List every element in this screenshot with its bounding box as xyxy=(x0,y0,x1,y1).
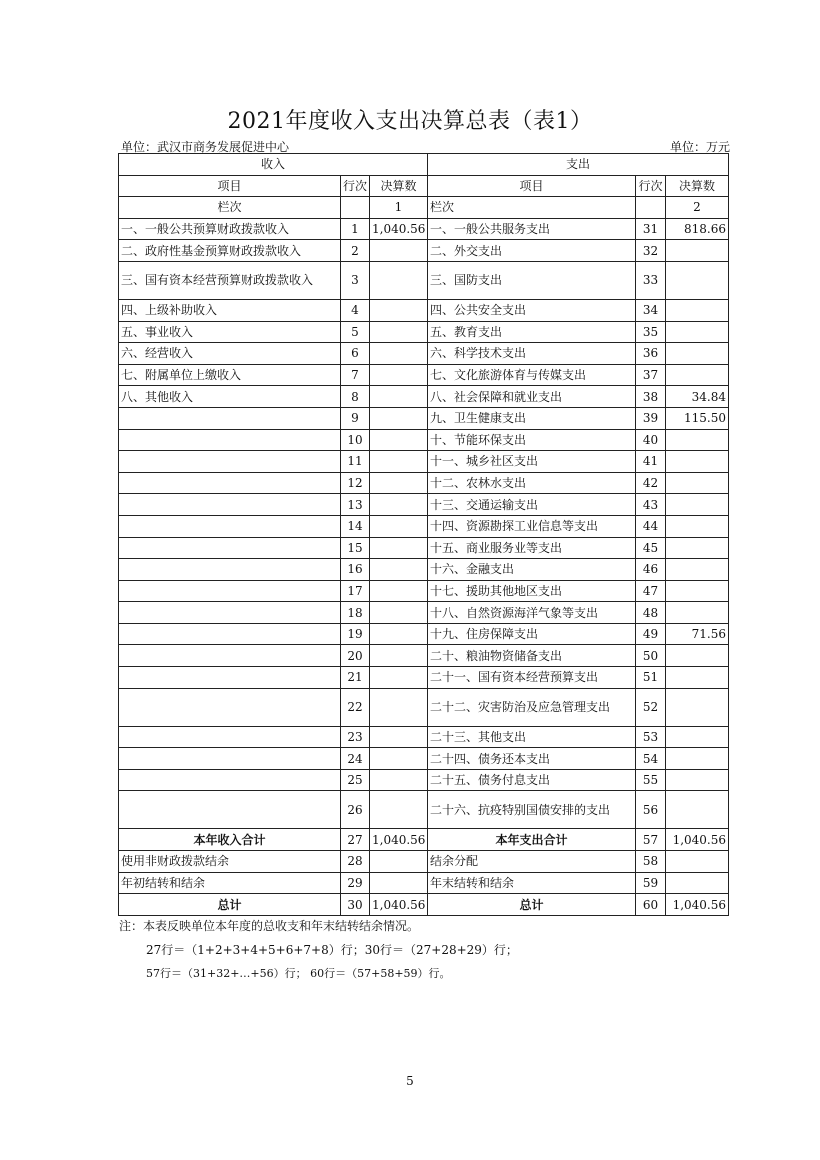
income-line-cell: 4 xyxy=(341,299,370,321)
expense-item-cell: 十四、资源勘探工业信息等支出 xyxy=(428,515,636,537)
expense-amount-cell xyxy=(666,580,729,602)
expense-item-cell: 十七、援助其他地区支出 xyxy=(428,580,636,602)
table-row xyxy=(119,218,729,240)
expense-item-cell: 二十六、抗疫特别国债安排的支出 xyxy=(428,791,636,829)
expense-item-cell: 七、文化旅游体育与传媒支出 xyxy=(428,364,636,386)
income-line-cell: 21 xyxy=(341,667,370,689)
income-amount-cell xyxy=(370,580,428,602)
income-column-number: 1 xyxy=(370,197,428,219)
table-row xyxy=(119,602,729,624)
table-row xyxy=(119,261,729,299)
income-line-cell: 18 xyxy=(341,602,370,624)
table-row xyxy=(119,321,729,343)
income-amount-cell xyxy=(370,451,428,473)
expense-item-cell: 十三、交通运输支出 xyxy=(428,494,636,516)
expense-item-cell: 二十一、国有资本经营预算支出 xyxy=(428,667,636,689)
expense-column-label: 栏次 xyxy=(428,197,636,219)
expense-line-cell: 38 xyxy=(636,386,666,408)
expense-item-cell: 五、教育支出 xyxy=(428,321,636,343)
table-row xyxy=(119,667,729,689)
income-item-cell xyxy=(119,667,341,689)
expense-item-cell: 总计 xyxy=(428,894,636,916)
expense-amount-cell: 34.84 xyxy=(666,386,729,408)
expense-amount-cell xyxy=(666,688,729,726)
income-item-cell xyxy=(119,515,341,537)
expense-section-header: 支出 xyxy=(428,154,729,176)
income-line-cell: 17 xyxy=(341,580,370,602)
income-line-cell: 9 xyxy=(341,407,370,429)
income-amount-cell xyxy=(370,623,428,645)
table-row xyxy=(119,386,729,408)
income-item-cell xyxy=(119,559,341,581)
expense-item-cell: 十六、金融支出 xyxy=(428,559,636,581)
income-item-cell: 六、经营收入 xyxy=(119,343,341,365)
expense-item-cell: 十一、城乡社区支出 xyxy=(428,451,636,473)
expense-line-cell: 42 xyxy=(636,472,666,494)
expense-amount-cell xyxy=(666,429,729,451)
income-amount-cell xyxy=(370,429,428,451)
expense-item-cell: 二十五、债务付息支出 xyxy=(428,769,636,791)
unit-measure: 单位：万元 xyxy=(669,140,730,154)
income-amount-cell xyxy=(370,343,428,365)
income-item-cell: 一、一般公共预算财政拨款收入 xyxy=(119,218,341,240)
expense-column-line xyxy=(636,197,666,219)
income-item-cell xyxy=(119,451,341,473)
expense-item-cell: 十、节能环保支出 xyxy=(428,429,636,451)
expense-amount-header: 决算数 xyxy=(666,175,729,197)
expense-line-cell: 36 xyxy=(636,343,666,365)
note-line: 27行＝（1+2+3+4+5+6+7+8）行；30行＝（27+28+29）行； xyxy=(146,943,518,957)
income-amount-cell xyxy=(370,769,428,791)
table-row xyxy=(119,791,729,829)
income-line-cell: 23 xyxy=(341,726,370,748)
table-row xyxy=(119,829,729,851)
income-line-cell: 11 xyxy=(341,451,370,473)
table-row xyxy=(119,688,729,726)
table-row xyxy=(119,769,729,791)
income-line-cell: 3 xyxy=(341,261,370,299)
income-line-cell: 30 xyxy=(341,894,370,916)
column-header-row xyxy=(119,175,729,197)
income-amount-cell xyxy=(370,472,428,494)
expense-line-cell: 45 xyxy=(636,537,666,559)
income-item-cell xyxy=(119,688,341,726)
income-amount-cell xyxy=(370,726,428,748)
table-row xyxy=(119,748,729,770)
table-row xyxy=(119,894,729,916)
expense-amount-cell xyxy=(666,748,729,770)
income-line-cell: 14 xyxy=(341,515,370,537)
table-row xyxy=(119,494,729,516)
income-amount-cell xyxy=(370,688,428,726)
expense-item-cell: 二十、粮油物资储备支出 xyxy=(428,645,636,667)
income-line-cell: 1 xyxy=(341,218,370,240)
table-row xyxy=(119,580,729,602)
table-row xyxy=(119,364,729,386)
expense-item-cell: 六、科学技术支出 xyxy=(428,343,636,365)
expense-item-cell: 二十四、债务还本支出 xyxy=(428,748,636,770)
expense-line-cell: 47 xyxy=(636,580,666,602)
income-item-cell xyxy=(119,580,341,602)
expense-line-cell: 56 xyxy=(636,791,666,829)
expense-item-cell: 年末结转和结余 xyxy=(428,872,636,894)
income-line-header: 行次 xyxy=(341,175,370,197)
income-line-cell: 25 xyxy=(341,769,370,791)
note-line: 注：本表反映单位本年度的总收支和年末结转结余情况。 xyxy=(119,919,420,933)
income-column-label: 栏次 xyxy=(119,197,341,219)
expense-line-cell: 57 xyxy=(636,829,666,851)
income-amount-cell: 1,040.56 xyxy=(370,218,428,240)
expense-line-cell: 43 xyxy=(636,494,666,516)
page-number: 5 xyxy=(406,1074,414,1088)
expense-line-cell: 55 xyxy=(636,769,666,791)
expense-column-number: 2 xyxy=(666,197,729,219)
income-amount-cell xyxy=(370,261,428,299)
income-line-cell: 5 xyxy=(341,321,370,343)
income-item-cell xyxy=(119,623,341,645)
expense-amount-cell xyxy=(666,364,729,386)
expense-item-cell: 二十三、其他支出 xyxy=(428,726,636,748)
table-row xyxy=(119,472,729,494)
table-row xyxy=(119,515,729,537)
expense-line-cell: 40 xyxy=(636,429,666,451)
expense-item-cell: 四、公共安全支出 xyxy=(428,299,636,321)
expense-amount-cell: 71.56 xyxy=(666,623,729,645)
table-row xyxy=(119,623,729,645)
income-line-cell: 6 xyxy=(341,343,370,365)
expense-item-header: 项目 xyxy=(428,175,636,197)
income-column-line xyxy=(341,197,370,219)
income-item-cell: 四、上级补助收入 xyxy=(119,299,341,321)
expense-line-cell: 58 xyxy=(636,851,666,873)
income-item-cell: 二、政府性基金预算财政拨款收入 xyxy=(119,240,341,262)
income-amount-cell xyxy=(370,667,428,689)
expense-line-cell: 37 xyxy=(636,364,666,386)
expense-amount-cell: 818.66 xyxy=(666,218,729,240)
expense-amount-cell xyxy=(666,515,729,537)
income-item-cell xyxy=(119,537,341,559)
expense-item-cell: 本年支出合计 xyxy=(428,829,636,851)
income-item-cell: 本年收入合计 xyxy=(119,829,341,851)
expense-amount-cell xyxy=(666,299,729,321)
expense-line-cell: 52 xyxy=(636,688,666,726)
income-item-cell xyxy=(119,602,341,624)
income-item-cell: 五、事业收入 xyxy=(119,321,341,343)
expense-line-cell: 59 xyxy=(636,872,666,894)
expense-item-cell: 九、卫生健康支出 xyxy=(428,407,636,429)
income-item-cell: 三、国有资本经营预算财政拨款收入 xyxy=(119,261,341,299)
page-title: 2021年度收入支出决算总表（表1） xyxy=(227,109,593,134)
table-row xyxy=(119,726,729,748)
expense-line-cell: 54 xyxy=(636,748,666,770)
income-amount-cell: 1,040.56 xyxy=(370,829,428,851)
income-line-cell: 26 xyxy=(341,791,370,829)
income-item-cell: 总计 xyxy=(119,894,341,916)
expense-item-cell: 八、社会保障和就业支出 xyxy=(428,386,636,408)
table-row xyxy=(119,451,729,473)
expense-line-header: 行次 xyxy=(636,175,666,197)
expense-amount-cell xyxy=(666,537,729,559)
expense-line-cell: 35 xyxy=(636,321,666,343)
income-amount-cell xyxy=(370,515,428,537)
expense-item-cell: 一、一般公共服务支出 xyxy=(428,218,636,240)
expense-amount-cell xyxy=(666,602,729,624)
expense-line-cell: 41 xyxy=(636,451,666,473)
table-row xyxy=(119,429,729,451)
income-line-cell: 16 xyxy=(341,559,370,581)
income-line-cell: 12 xyxy=(341,472,370,494)
expense-line-cell: 33 xyxy=(636,261,666,299)
income-item-cell xyxy=(119,472,341,494)
income-line-cell: 24 xyxy=(341,748,370,770)
table-row xyxy=(119,407,729,429)
table-row xyxy=(119,559,729,581)
income-amount-cell xyxy=(370,407,428,429)
income-item-cell: 年初结转和结余 xyxy=(119,872,341,894)
income-amount-cell xyxy=(370,851,428,873)
income-line-cell: 13 xyxy=(341,494,370,516)
expense-item-cell: 十九、住房保障支出 xyxy=(428,623,636,645)
income-line-cell: 8 xyxy=(341,386,370,408)
table-row xyxy=(119,240,729,262)
expense-line-cell: 46 xyxy=(636,559,666,581)
income-item-header: 项目 xyxy=(119,175,341,197)
expense-amount-cell xyxy=(666,240,729,262)
expense-item-cell: 结余分配 xyxy=(428,851,636,873)
expense-amount-cell xyxy=(666,451,729,473)
income-item-cell xyxy=(119,645,341,667)
income-line-cell: 28 xyxy=(341,851,370,873)
expense-item-cell: 十八、自然资源海洋气象等支出 xyxy=(428,602,636,624)
expense-amount-cell xyxy=(666,321,729,343)
income-amount-header: 决算数 xyxy=(370,175,428,197)
income-item-cell xyxy=(119,429,341,451)
income-line-cell: 20 xyxy=(341,645,370,667)
table-row xyxy=(119,851,729,873)
expense-item-cell: 十五、商业服务业等支出 xyxy=(428,537,636,559)
expense-line-cell: 34 xyxy=(636,299,666,321)
expense-item-cell: 三、国防支出 xyxy=(428,261,636,299)
expense-line-cell: 51 xyxy=(636,667,666,689)
expense-item-cell: 二、外交支出 xyxy=(428,240,636,262)
expense-amount-cell xyxy=(666,343,729,365)
income-amount-cell xyxy=(370,299,428,321)
income-line-cell: 2 xyxy=(341,240,370,262)
income-amount-cell xyxy=(370,872,428,894)
expense-item-cell: 二十二、灾害防治及应急管理支出 xyxy=(428,688,636,726)
income-item-cell xyxy=(119,407,341,429)
expense-amount-cell xyxy=(666,472,729,494)
expense-amount-cell xyxy=(666,726,729,748)
income-line-cell: 29 xyxy=(341,872,370,894)
table-row xyxy=(119,343,729,365)
income-item-cell xyxy=(119,494,341,516)
expense-amount-cell xyxy=(666,645,729,667)
table-row xyxy=(119,537,729,559)
income-amount-cell xyxy=(370,748,428,770)
income-item-cell xyxy=(119,726,341,748)
expense-line-cell: 32 xyxy=(636,240,666,262)
section-header-row xyxy=(119,154,729,176)
expense-line-cell: 60 xyxy=(636,894,666,916)
column-index-row xyxy=(119,197,729,219)
income-line-cell: 22 xyxy=(341,688,370,726)
expense-line-cell: 39 xyxy=(636,407,666,429)
table-notes xyxy=(119,914,518,986)
income-amount-cell xyxy=(370,494,428,516)
income-line-cell: 19 xyxy=(341,623,370,645)
income-expense-table xyxy=(118,153,729,916)
expense-item-cell: 十二、农林水支出 xyxy=(428,472,636,494)
expense-amount-cell xyxy=(666,791,729,829)
expense-amount-cell: 1,040.56 xyxy=(666,894,729,916)
expense-amount-cell xyxy=(666,851,729,873)
income-section-header: 收入 xyxy=(119,154,428,176)
income-line-cell: 27 xyxy=(341,829,370,851)
expense-amount-cell xyxy=(666,769,729,791)
expense-amount-cell xyxy=(666,261,729,299)
income-amount-cell xyxy=(370,645,428,667)
expense-line-cell: 49 xyxy=(636,623,666,645)
income-amount-cell xyxy=(370,240,428,262)
expense-amount-cell xyxy=(666,667,729,689)
income-item-cell: 八、其他收入 xyxy=(119,386,341,408)
expense-line-cell: 44 xyxy=(636,515,666,537)
income-amount-cell xyxy=(370,537,428,559)
income-item-cell: 七、附属单位上缴收入 xyxy=(119,364,341,386)
expense-line-cell: 53 xyxy=(636,726,666,748)
income-amount-cell xyxy=(370,602,428,624)
expense-amount-cell: 115.50 xyxy=(666,407,729,429)
expense-amount-cell: 1,040.56 xyxy=(666,829,729,851)
income-amount-cell xyxy=(370,559,428,581)
expense-amount-cell xyxy=(666,494,729,516)
income-amount-cell xyxy=(370,386,428,408)
unit-organization: 单位：武汉市商务发展促进中心 xyxy=(121,140,290,154)
income-item-cell xyxy=(119,769,341,791)
expense-line-cell: 50 xyxy=(636,645,666,667)
income-item-cell xyxy=(119,791,341,829)
income-amount-cell: 1,040.56 xyxy=(370,894,428,916)
table-row xyxy=(119,645,729,667)
expense-line-cell: 31 xyxy=(636,218,666,240)
income-item-cell xyxy=(119,748,341,770)
income-line-cell: 15 xyxy=(341,537,370,559)
note-line: 57行＝（31+32+…+56）行； 60行＝（57+58+59）行。 xyxy=(146,967,451,980)
income-item-cell: 使用非财政拨款结余 xyxy=(119,851,341,873)
expense-amount-cell xyxy=(666,559,729,581)
income-line-cell: 10 xyxy=(341,429,370,451)
income-amount-cell xyxy=(370,364,428,386)
income-amount-cell xyxy=(370,321,428,343)
expense-line-cell: 48 xyxy=(636,602,666,624)
table-row xyxy=(119,872,729,894)
expense-amount-cell xyxy=(666,872,729,894)
table-row xyxy=(119,299,729,321)
income-line-cell: 7 xyxy=(341,364,370,386)
income-amount-cell xyxy=(370,791,428,829)
